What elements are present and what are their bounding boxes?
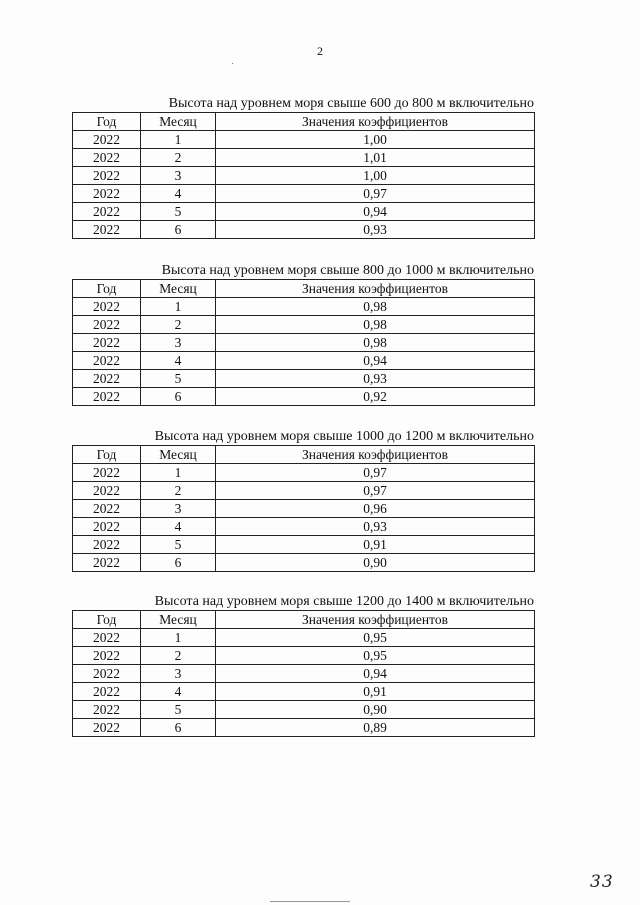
cell-month: 5	[141, 370, 216, 388]
coefficient-section	[72, 263, 534, 406]
table-row	[73, 536, 535, 554]
cell-value: 0,91	[216, 683, 535, 701]
cell-month: 5	[141, 701, 216, 719]
cell-value: 1,01	[216, 149, 535, 167]
scan-speck	[232, 63, 233, 64]
coefficient-table	[72, 112, 535, 239]
cell-value: 0,93	[216, 518, 535, 536]
cell-month: 4	[141, 352, 216, 370]
section-title: Высота над уровнем моря свыше 800 до 1000 м включительно	[161, 263, 534, 278]
cell-value: 0,92	[216, 388, 535, 406]
header-month: Месяц	[141, 280, 216, 298]
cell-month: 4	[141, 683, 216, 701]
cell-year: 2022	[73, 131, 141, 149]
table-row	[73, 464, 535, 482]
table-row	[73, 388, 535, 406]
table-row	[73, 334, 535, 352]
table-header-row	[73, 446, 535, 464]
cell-year: 2022	[73, 665, 141, 683]
cell-month: 2	[141, 149, 216, 167]
header-year: Год	[73, 113, 141, 131]
cell-month: 1	[141, 629, 216, 647]
cell-year: 2022	[73, 316, 141, 334]
cell-value: 1,00	[216, 131, 535, 149]
cell-month: 1	[141, 298, 216, 316]
cell-value: 0,98	[216, 316, 535, 334]
table-row	[73, 701, 535, 719]
cell-year: 2022	[73, 683, 141, 701]
cell-month: 2	[141, 647, 216, 665]
cell-year: 2022	[73, 185, 141, 203]
cell-year: 2022	[73, 464, 141, 482]
header-value: Значения коэффициентов	[216, 280, 535, 298]
table-row	[73, 629, 535, 647]
coefficient-section	[72, 96, 534, 239]
table-row	[73, 518, 535, 536]
table-row	[73, 221, 535, 239]
cell-value: 0,90	[216, 701, 535, 719]
cell-value: 0,97	[216, 185, 535, 203]
cell-year: 2022	[73, 203, 141, 221]
cell-value: 0,89	[216, 719, 535, 737]
header-year: Год	[73, 611, 141, 629]
section-title: Высота над уровнем моря свыше 1000 до 1200 м включительно	[154, 429, 534, 444]
table-row	[73, 647, 535, 665]
cell-month: 3	[141, 500, 216, 518]
cell-year: 2022	[73, 647, 141, 665]
cell-year: 2022	[73, 388, 141, 406]
cell-year: 2022	[73, 482, 141, 500]
header-value: Значения коэффициентов	[216, 113, 535, 131]
cell-value: 0,95	[216, 647, 535, 665]
header-year: Год	[73, 280, 141, 298]
table-row	[73, 554, 535, 572]
cell-year: 2022	[73, 536, 141, 554]
cell-month: 6	[141, 554, 216, 572]
coefficient-table	[72, 445, 535, 572]
cell-year: 2022	[73, 719, 141, 737]
table-row	[73, 298, 535, 316]
cell-month: 6	[141, 221, 216, 239]
cell-year: 2022	[73, 370, 141, 388]
table-row	[73, 719, 535, 737]
cell-month: 2	[141, 482, 216, 500]
cell-value: 0,98	[216, 334, 535, 352]
cell-year: 2022	[73, 554, 141, 572]
table-row	[73, 482, 535, 500]
cell-month: 1	[141, 131, 216, 149]
section-title: Высота над уровнем моря свыше 1200 до 1400 м включительно	[154, 594, 534, 609]
cell-year: 2022	[73, 518, 141, 536]
table-row	[73, 131, 535, 149]
cell-year: 2022	[73, 500, 141, 518]
cell-value: 0,90	[216, 554, 535, 572]
cell-year: 2022	[73, 352, 141, 370]
cell-value: 0,93	[216, 370, 535, 388]
header-month: Месяц	[141, 446, 216, 464]
cell-month: 6	[141, 388, 216, 406]
cell-month: 6	[141, 719, 216, 737]
table-row	[73, 665, 535, 683]
cell-value: 0,91	[216, 536, 535, 554]
cell-year: 2022	[73, 629, 141, 647]
cell-month: 4	[141, 185, 216, 203]
handwritten-page-mark: 33	[590, 872, 614, 892]
cell-value: 0,98	[216, 298, 535, 316]
table-row	[73, 683, 535, 701]
cell-month: 2	[141, 316, 216, 334]
cell-year: 2022	[73, 334, 141, 352]
table-row	[73, 185, 535, 203]
page-number: 2	[317, 44, 323, 58]
section-title: Высота над уровнем моря свыше 600 до 800 м включительно	[168, 96, 534, 111]
header-month: Месяц	[141, 113, 216, 131]
cell-value: 0,97	[216, 482, 535, 500]
cell-month: 3	[141, 334, 216, 352]
coefficient-section	[72, 594, 534, 737]
cell-value: 0,94	[216, 203, 535, 221]
cell-month: 3	[141, 167, 216, 185]
cell-value: 0,95	[216, 629, 535, 647]
cell-month: 4	[141, 518, 216, 536]
cell-value: 0,96	[216, 500, 535, 518]
table-header-row	[73, 611, 535, 629]
cell-month: 5	[141, 203, 216, 221]
table-row	[73, 316, 535, 334]
cell-value: 1,00	[216, 167, 535, 185]
table-header-row	[73, 113, 535, 131]
coefficient-table	[72, 610, 535, 737]
cell-year: 2022	[73, 221, 141, 239]
header-year: Год	[73, 446, 141, 464]
cell-year: 2022	[73, 298, 141, 316]
cell-month: 5	[141, 536, 216, 554]
coefficient-table	[72, 279, 535, 406]
table-row	[73, 370, 535, 388]
cell-month: 3	[141, 665, 216, 683]
table-row	[73, 500, 535, 518]
scan-edge-line	[270, 901, 350, 902]
coefficient-section	[72, 429, 534, 572]
header-value: Значения коэффициентов	[216, 611, 535, 629]
cell-year: 2022	[73, 149, 141, 167]
cell-year: 2022	[73, 701, 141, 719]
table-header-row	[73, 280, 535, 298]
cell-value: 0,94	[216, 352, 535, 370]
table-row	[73, 352, 535, 370]
cell-month: 1	[141, 464, 216, 482]
cell-value: 0,97	[216, 464, 535, 482]
cell-value: 0,94	[216, 665, 535, 683]
cell-value: 0,93	[216, 221, 535, 239]
table-row	[73, 203, 535, 221]
header-month: Месяц	[141, 611, 216, 629]
header-value: Значения коэффициентов	[216, 446, 535, 464]
cell-year: 2022	[73, 167, 141, 185]
table-row	[73, 149, 535, 167]
table-row	[73, 167, 535, 185]
